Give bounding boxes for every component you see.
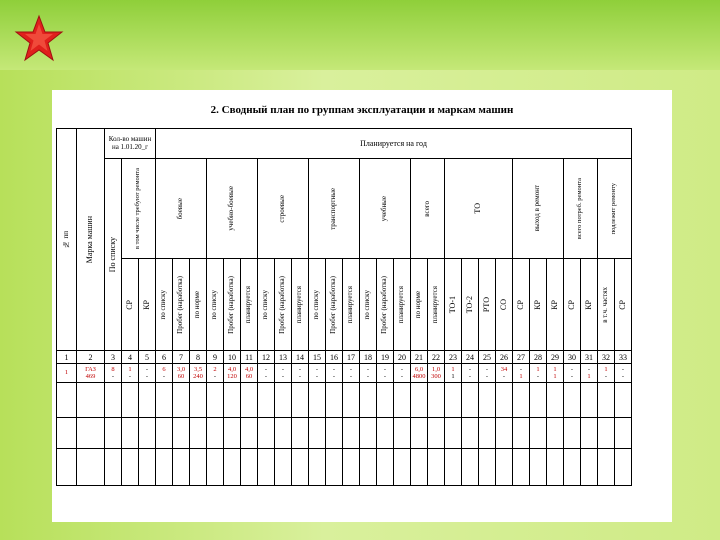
header-count: Кол-во машин на 1.01.20_г	[105, 129, 156, 159]
header-planned-year: Планируется на год	[156, 129, 632, 159]
header-rep-kr2: КР	[547, 259, 564, 351]
table-row-empty	[57, 449, 632, 486]
header-num: № пп	[57, 129, 77, 351]
header-combat-norm: по норме	[190, 259, 207, 351]
header-total: всего	[411, 159, 445, 259]
document-sheet	[52, 90, 672, 522]
header-sr: СР	[122, 259, 139, 351]
header-trn-list: по списку	[360, 259, 377, 351]
header-to: ТО	[445, 159, 513, 259]
header-to2: ТО-2	[462, 259, 479, 351]
header-training-combat: учебно-боевые	[207, 159, 258, 259]
header-combat: боевые	[156, 159, 207, 259]
header-total-planned: планируется	[428, 259, 445, 351]
table-row-empty	[57, 383, 632, 418]
header-need-repair: подлежит ремонту	[598, 159, 632, 259]
header-con-list: по списку	[258, 259, 275, 351]
header-con-mileage: Пробег (наработка)	[275, 259, 292, 351]
header-parts: в т.ч. частях	[598, 259, 615, 351]
header-combat-mileage: Пробег (наработка)	[173, 259, 190, 351]
header-total-norm: по норме	[411, 259, 428, 351]
red-star-icon	[14, 14, 64, 64]
header-to-repair: выход в ремонт	[513, 159, 564, 259]
header-brand: Марка машин	[77, 129, 105, 351]
header-tot-sr: СР	[564, 259, 581, 351]
header-by-list: По списку	[105, 159, 122, 351]
header-tr-list: по списку	[309, 259, 326, 351]
table-row: 1 ГАЗ 469 8 - 1 - - - 6 - 3,0 60 3,5 240 2 - 4,0 120 4,0 60 - - - - - - - - - - - - - - - - - - 6,0 4800 1,0 300 1 1 - - - - 34 - - 1 1 - 1 1 - - - 1 1 - - -	[57, 364, 632, 383]
header-tc-planned: планируется	[241, 259, 258, 351]
header-trn-planned: планируется	[394, 259, 411, 351]
header-tot-kr: КР	[581, 259, 598, 351]
header-combat-list: по списку	[156, 259, 173, 351]
header-kr: КР	[139, 259, 156, 351]
header-band	[0, 0, 720, 70]
header-tr-mileage: Пробег (наработка)	[326, 259, 343, 351]
header-rep-kr: КР	[530, 259, 547, 351]
header-tr-planned: планируется	[343, 259, 360, 351]
header-tc-list: по списку	[207, 259, 224, 351]
header-total-repair: всего потреб. ремонта	[564, 159, 598, 259]
header-rto: РТО	[479, 259, 496, 351]
page-title: 2. Сводный план по группам эксплуатации и маркам машин	[210, 104, 514, 116]
header-incl-repair: в том числе требуют ремонта	[122, 159, 156, 259]
header-con-planned: планируется	[292, 259, 309, 351]
column-number-row: 1 2 3 4 5 6 7 8 9 10 11 12 13 14 15 16 17 18 19 20 21 22 23 24 25 26 27 28 29 30 31 32 33	[57, 351, 632, 364]
header-so: СО	[496, 259, 513, 351]
header-training: учебные	[360, 159, 411, 259]
header-trn-mileage: Пробег (наработка)	[377, 259, 394, 351]
summary-plan-table	[56, 128, 632, 486]
header-tc-mileage: Пробег (наработка)	[224, 259, 241, 351]
header-construction: строевые	[258, 159, 309, 259]
header-transport: транспортные	[309, 159, 360, 259]
header-to1: ТО-1	[445, 259, 462, 351]
header-rep-sr: СР	[513, 259, 530, 351]
table-row-empty	[57, 418, 632, 449]
header-need-sr: СР	[615, 259, 632, 351]
